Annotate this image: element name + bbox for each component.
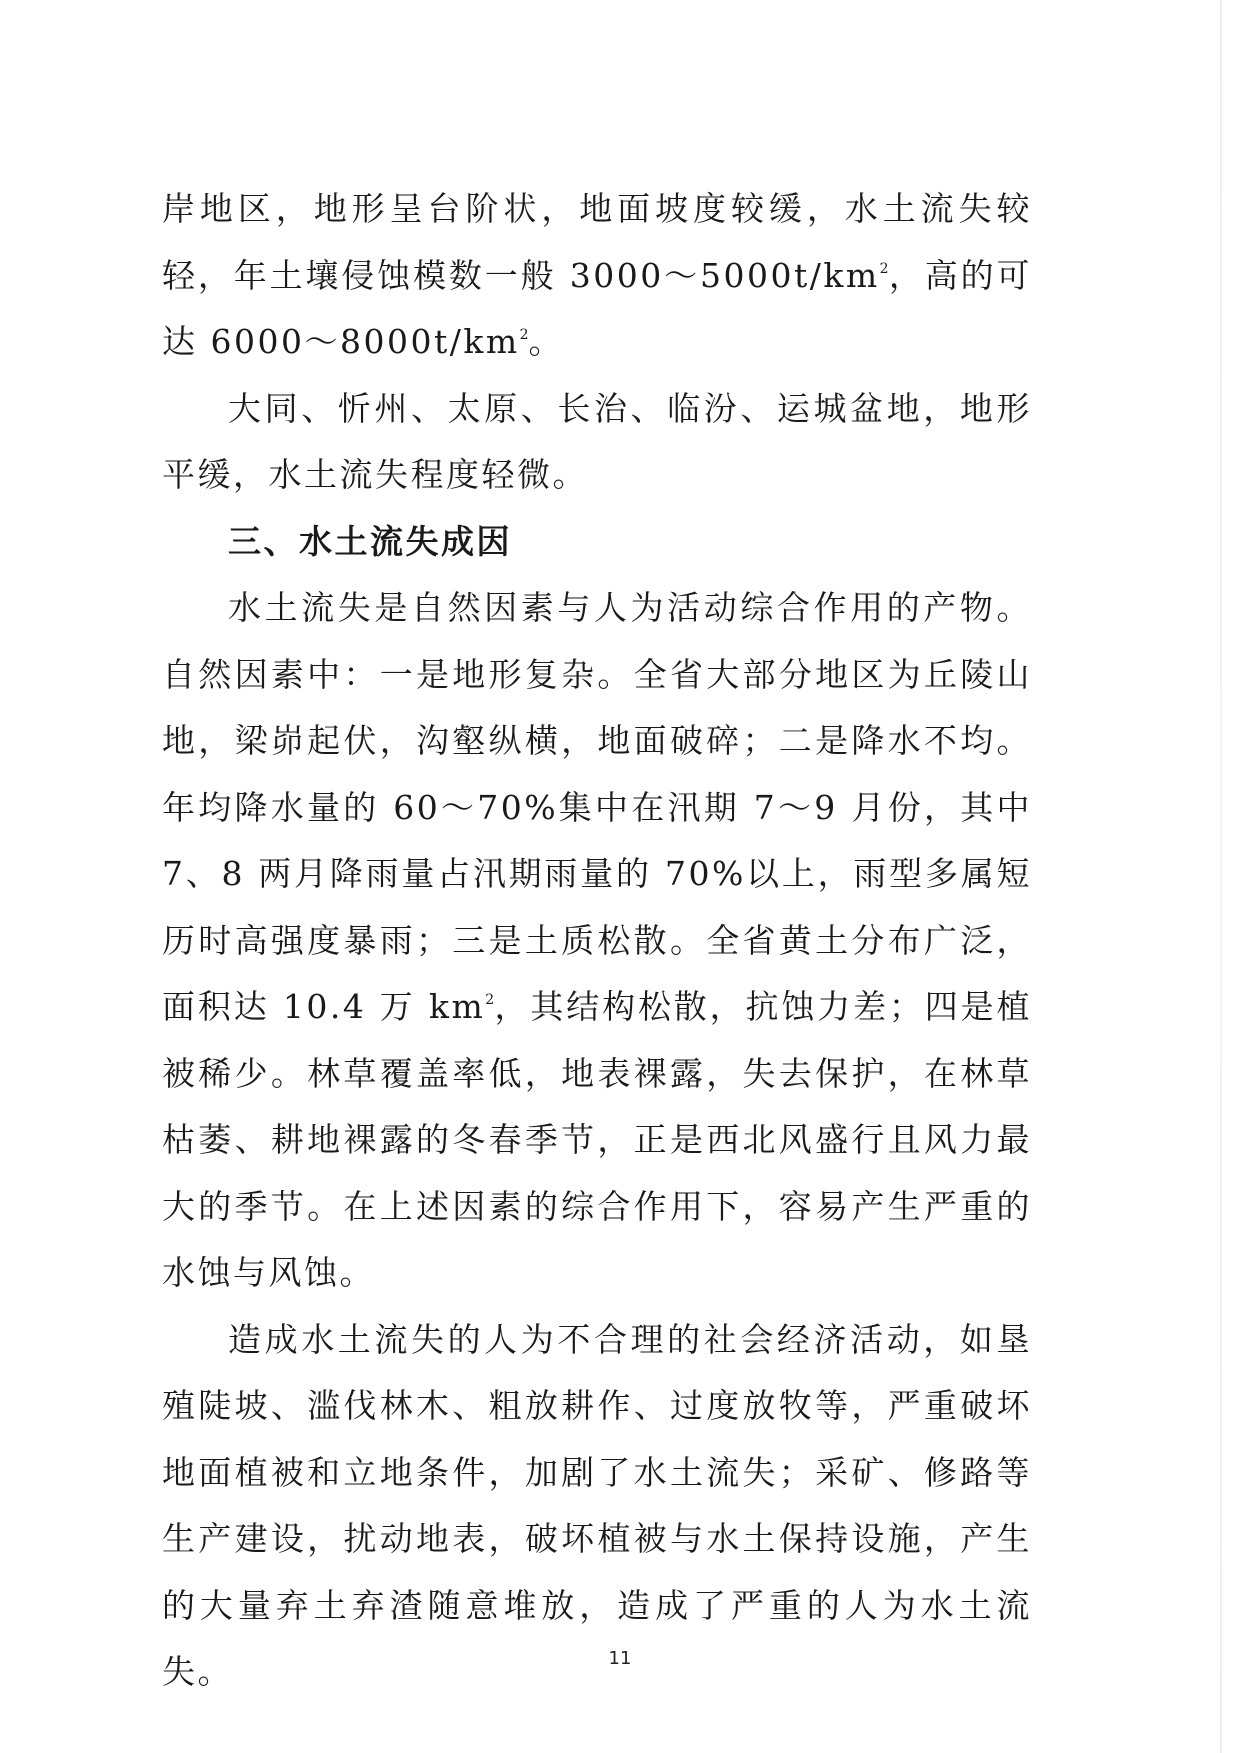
paragraph-1: 岸地区，地形呈台阶状，地面坡度较缓，水土流失较轻，年土壤侵蚀模数一般 $3000\sim 5000t/km^2$，高的可达 $6000\sim 8000t/km^2$。 [162, 189, 1033, 361]
page-number: 11 [608, 1648, 632, 1669]
body-text [162, 176, 1032, 1706]
paragraph-2: 大同、忻州、太原、长治、临汾、运城盆地，地形平缓，水土流失程度轻微。 [162, 388, 1032, 494]
page-edge-shadow [1220, 0, 1222, 1753]
section-heading: 三、水土流失成因 [228, 521, 512, 561]
paragraph-3: 水土流失是自然因素与人为活动综合作用的产物。自然因素中：一是地形复杂。全省大部分地区为丘陵山地，梁峁起伏，沟壑纵横，地面破碎；二是降水不均。年均降水量的 60～70%集中在汛期 7～9 月份，其中 7、8 两月降雨量占汛期雨量的 70%以上，雨型多属短历时高强度暴雨；三是土质松散。全省黄土分布广泛，面积达 10.4 万 $km^2$，其结构松散，抗蚀力差；四是植被稀少。林草覆盖率低，地表裸露，失去保护，在林草枯萎、耕地裸露的冬春季节，正是西北风盛行且风力最大的季节。在上述因素的综合作用下，容易产生严重的水蚀与风蚀。 [162, 588, 1033, 1292]
paragraph-4: 造成水土流失的人为不合理的社会经济活动，如垦殖陡坡、滥伐林木、粗放耕作、过度放牧等，严重破坏地面植被和立地条件，加剧了水土流失；采矿、修路等生产建设，扰动地表，破坏植被与水土保持设施，产生的大量弃土弃渣随意堆放，造成了严重的人为水土流失。 [162, 1319, 1032, 1691]
